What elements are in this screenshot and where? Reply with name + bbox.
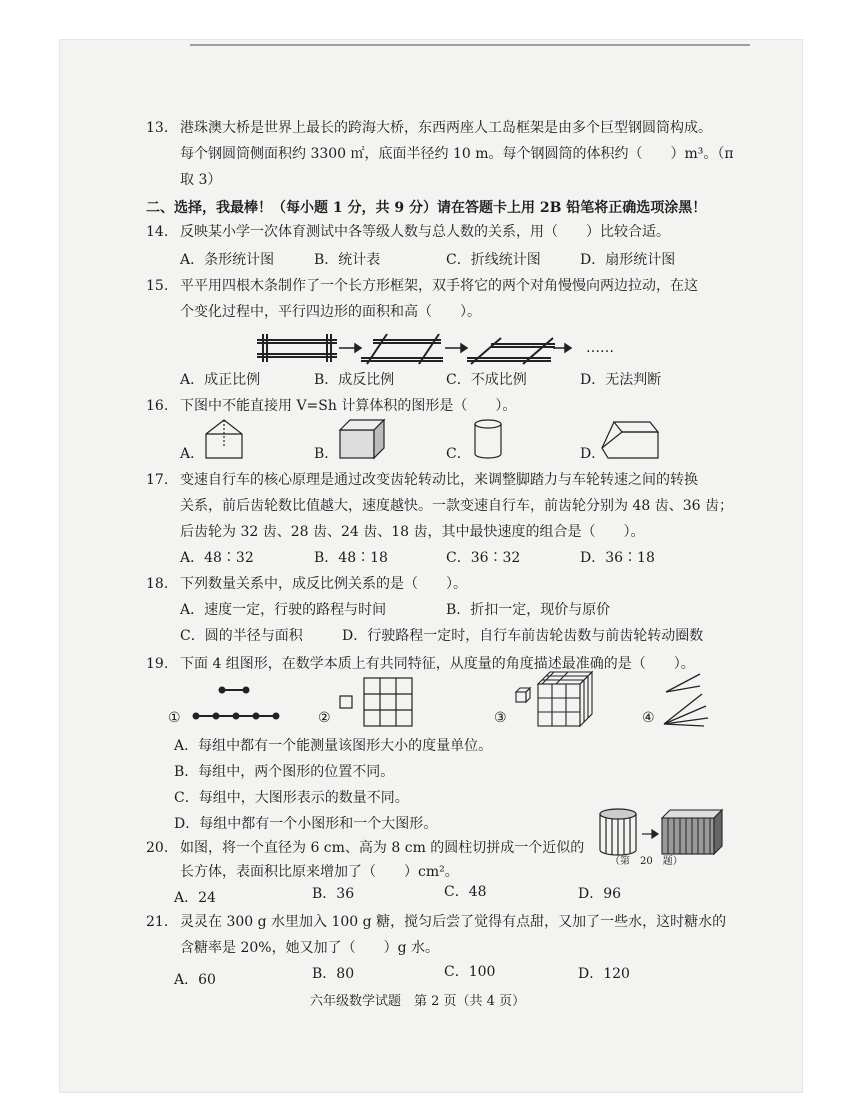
q18-number: 18. (146, 576, 169, 592)
q16-option-c: C． (446, 446, 471, 462)
q18-option-d: D．行驶路程一定时，自行车前齿轮齿数与前齿轮转动圈数 (342, 628, 704, 644)
q15-line1: 平平用四根木条制作了一个长方形框架，双手将它的两个对角慢慢向两边拉动，在这 (180, 278, 698, 294)
q15-option-c: C．不成比例 (446, 372, 527, 388)
q19-text: 下面 4 组图形，在数学本质上有共同特征，从度量的角度描述最准确的是（ ）。 (180, 656, 695, 672)
q14-option-c: C．折线统计图 (446, 252, 541, 268)
q20-option-b: B．36 (312, 886, 355, 902)
q18-option-c: C．圆的半径与面积 (180, 628, 303, 644)
q17-line2: 关系，前后齿轮数比值越大，速度越快。一款变速自行车，前齿轮分别为 48 齿、36 齿； (180, 498, 733, 514)
q16-option-d: D． (580, 446, 606, 462)
q15-number: 15. (146, 278, 169, 294)
top-rule (190, 44, 750, 46)
section-2-heading: 二、选择，我最棒！（每小题 1 分，共 9 分）请在答题卡上用 2B 铅笔将正确选项涂黑！ (146, 200, 707, 216)
q19-segments-icon (188, 680, 288, 730)
q17-number: 17. (146, 472, 169, 488)
q19-marker-4: ④ (642, 710, 655, 726)
q19-option-c: C．每组中，大图形表示的数量不同。 (174, 790, 409, 806)
q20-number: 20. (146, 840, 169, 856)
q20-line2: 长方体，表面积比原来增加了（ ）cm²。 (180, 864, 459, 880)
q13-line3: 取 3） (180, 172, 222, 188)
q14-option-d: D．扇形统计图 (580, 252, 676, 268)
q18-option-a: A．速度一定，行驶的路程与时间 (180, 602, 387, 618)
q19-marker-2: ② (318, 710, 331, 726)
q20-option-d: D．96 (578, 886, 622, 902)
page-footer: 六年级数学试题 第 2 页（共 4 页） (310, 994, 526, 1009)
q15-option-d: D．无法判断 (580, 372, 662, 388)
q16-prism-icon (204, 418, 248, 462)
q16-cylinder-icon (472, 418, 506, 462)
q19-angles-icon (660, 672, 712, 728)
q14-text: 反映某小学一次体育测试中各等级人数与总人数的关系，用（ ）比较合适。 (180, 224, 670, 240)
q19-option-a: A．每组中都有一个能测量该图形大小的度量单位。 (174, 738, 493, 754)
q13-line2: 每个钢圆筒侧面积约 3300 ㎡，底面半径约 10 m。每个钢圆筒的体积约（ ）m³。（π (180, 146, 734, 162)
q20-caption: （第 20 题） (610, 856, 683, 867)
q15-line2: 个变化过程中，平行四边形的面积和高（ ）。 (180, 304, 481, 320)
q13-number: 13. (146, 120, 169, 136)
q14-option-b: B．统计表 (314, 252, 381, 268)
q21-line1: 灵灵在 300 g 水里加入 100 g 糖，搅匀后尝了觉得有点甜，又加了一些水，这时糖水的 (180, 914, 727, 930)
q21-option-d: D．120 (578, 966, 630, 982)
q19-squares-icon (338, 676, 418, 730)
q16-number: 16. (146, 398, 169, 414)
q14-number: 14. (146, 224, 169, 240)
q19-number: 19. (146, 656, 169, 672)
q19-option-b: B．每组中，两个图形的位置不同。 (174, 764, 395, 780)
q15-ellipsis: …… (586, 340, 614, 356)
q21-number: 21. (146, 914, 169, 930)
q16-option-b: B． (314, 446, 339, 462)
q16-option-a: A． (180, 446, 205, 462)
q16-text: 下图中不能直接用 V=Sh 计算体积的图形是（ ）。 (180, 398, 517, 414)
q17-option-d: D．36∶18 (580, 550, 655, 566)
q20-cylinder-to-cuboid-figure (598, 808, 728, 860)
q21-option-b: B．80 (312, 966, 355, 982)
q13-line1: 港珠澳大桥是世界上最长的跨海大桥，东西两座人工岛框架是由多个巨型钢圆筒构成。 (180, 120, 712, 136)
q17-option-a: A．48∶32 (180, 550, 254, 566)
q17-option-c: C．36∶32 (446, 550, 521, 566)
q18-text: 下列数量关系中，成反比例关系的是（ ）。 (180, 576, 467, 592)
q20-option-c: C．48 (444, 884, 487, 900)
q18-option-b: B．折扣一定，现价与原价 (446, 602, 611, 618)
q20-line1: 如图，将一个直径为 6 cm、高为 8 cm 的圆柱切拼成一个近似的 (180, 840, 585, 856)
q19-marker-3: ③ (494, 710, 507, 726)
q17-option-b: B．48∶18 (314, 550, 388, 566)
q15-option-a: A．成正比例 (180, 372, 261, 388)
q16-frustum-icon (600, 418, 664, 462)
q16-cuboid-icon (338, 418, 388, 462)
q17-line1: 变速自行车的核心原理是通过改变齿轮转动比，来调整脚踏力与车轮转速之间的转换 (180, 472, 698, 488)
q21-option-c: C．100 (444, 964, 496, 980)
q19-cubes-icon (514, 670, 598, 730)
q21-line2: 含糖率是 20%，她又加了（ ）g 水。 (180, 940, 439, 956)
q15-frame-figure (255, 330, 615, 366)
q17-line3: 后齿轮为 32 齿、28 齿、24 齿、18 齿，其中最快速度的组合是（ ）。 (180, 524, 645, 540)
q14-option-a: A．条形统计图 (180, 252, 275, 268)
q19-marker-1: ① (168, 710, 181, 726)
q15-option-b: B．成反比例 (314, 372, 395, 388)
q19-option-d: D．每组中都有一个小图形和一个大图形。 (174, 816, 438, 832)
q21-option-a: A．60 (174, 972, 216, 988)
q20-option-a: A．24 (174, 890, 216, 906)
